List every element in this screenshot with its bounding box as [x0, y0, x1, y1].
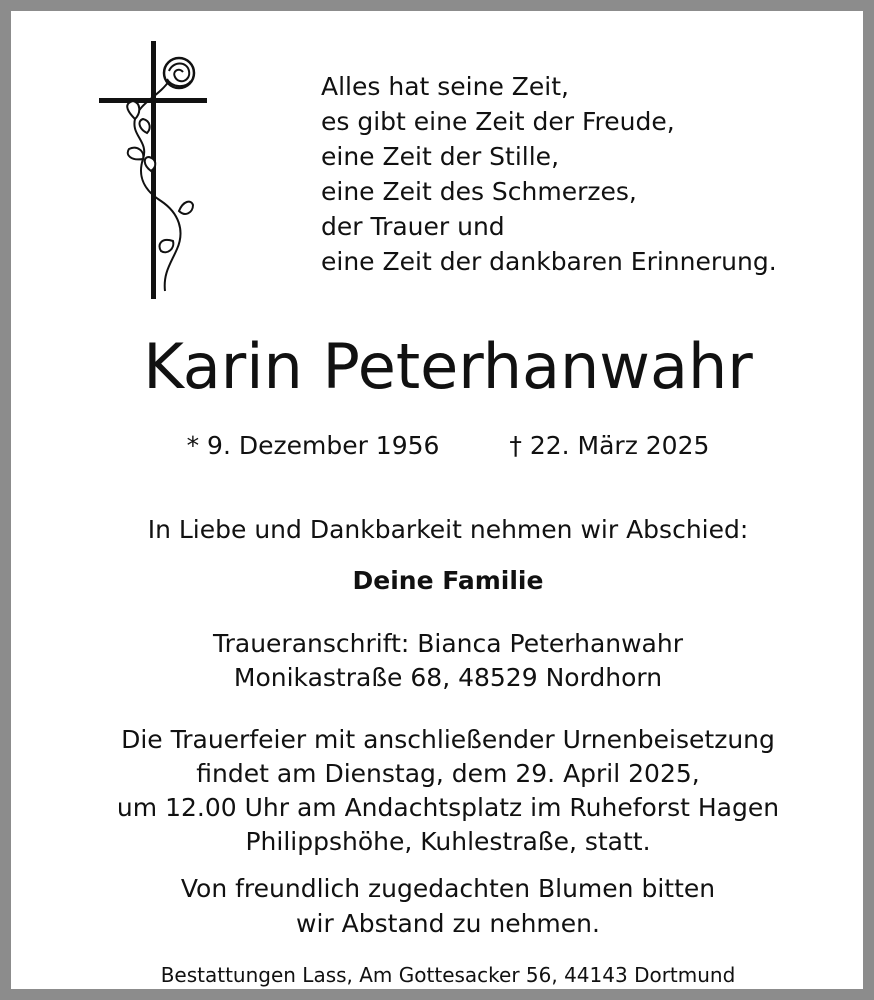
poem-line: es gibt eine Zeit der Freude,: [321, 107, 675, 136]
flowers-line: Von freundlich zugedachten Blumen bitten: [180, 874, 716, 903]
ceremony-line: um 12.00 Uhr am Andachtsplatz im Ruheforst Hagen: [116, 793, 780, 822]
life-dates: [22, 429, 874, 463]
address-line: Monikastraße 68, 48529 Nordhorn: [233, 663, 663, 692]
poem-line: der Trauer und: [321, 212, 505, 241]
poem-line: Alles hat seine Zeit,: [321, 72, 569, 101]
undertaker-info: Bestattungen Lass, Am Gottesacker 56, 44143 Dortmund: [160, 963, 736, 987]
flowers-request: [22, 871, 874, 941]
mourning-address: [22, 627, 874, 695]
poem-line: eine Zeit des Schmerzes,: [321, 177, 637, 206]
poem: [321, 69, 861, 279]
ceremony-line: Die Trauerfeier mit anschließender Urnenbeisetzung: [121, 725, 775, 754]
poem-line: eine Zeit der dankbaren Erinnerung.: [321, 247, 777, 276]
signer: Deine Familie: [352, 566, 544, 595]
poem-line: eine Zeit der Stille,: [321, 142, 560, 171]
cross-with-rose-icon: [99, 41, 209, 303]
deceased-name: Karin Peterhanwahr: [143, 330, 753, 403]
address-line: Traueranschrift: Bianca Peterhanwahr: [213, 629, 683, 658]
death-date: † 22. März 2025: [509, 431, 710, 460]
ceremony-line: Philippshöhe, Kuhlestraße, statt.: [245, 827, 651, 856]
ceremony-info: [22, 723, 874, 859]
farewell-text: In Liebe und Dankbarkeit nehmen wir Abschied:: [147, 515, 749, 544]
ceremony-line: findet am Dienstag, dem 29. April 2025,: [196, 759, 700, 788]
flowers-line: wir Abstand zu nehmen.: [296, 909, 600, 938]
birth-date: * 9. Dezember 1956: [186, 431, 440, 460]
